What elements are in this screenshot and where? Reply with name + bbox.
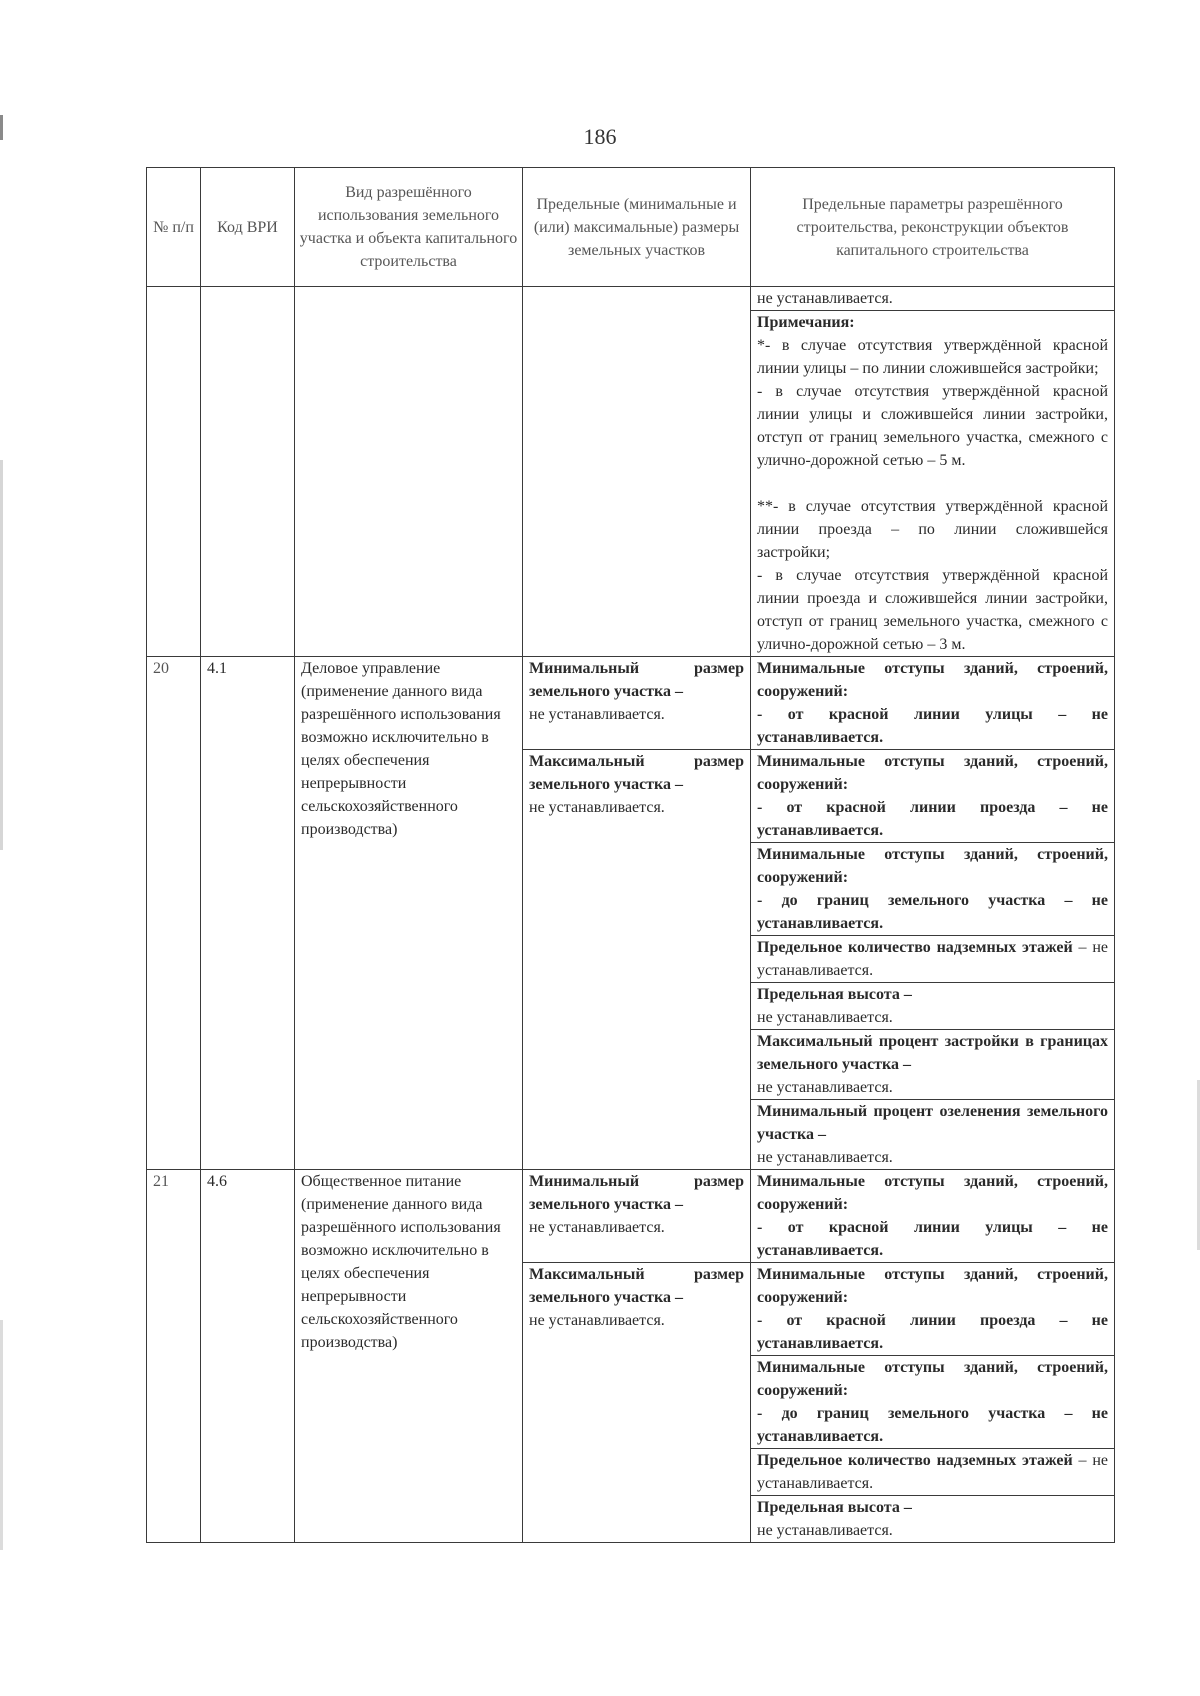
min-size-title: Минимальный размер земельного участка – — [529, 660, 744, 700]
max-plot-size — [523, 1263, 751, 1543]
param-title: Минимальные отступы зданий, строений, сооружений: — [757, 1173, 1108, 1213]
table-row — [147, 657, 1115, 750]
param-cell — [751, 983, 1115, 1030]
param-title: Предельная высота – — [757, 986, 912, 1003]
param-title: Минимальные отступы зданий, строений, сооружений: — [757, 753, 1108, 793]
param-body: - от красной линии улицы – не устанавливается. — [757, 706, 1108, 746]
min-plot-size — [523, 1170, 751, 1263]
cell-continuation-tail: не устанавливается. — [751, 287, 1115, 311]
scan-edge-mark — [0, 1320, 3, 1550]
param-cell — [751, 1030, 1115, 1100]
param-title: Минимальные отступы зданий, строений, сооружений: — [757, 846, 1108, 886]
use-description: (применение данного вида разрешённого использования возможно исключительно в целях обеспечения непрерывности сельскохозяйственного производства) — [301, 683, 501, 838]
row-use-type — [295, 657, 523, 1170]
param-title: Минимальные отступы зданий, строений, сооружений: — [757, 660, 1108, 700]
param-cell — [751, 1263, 1115, 1356]
note-item: - в случае отсутствия утверждённой красной линии улицы и сложившейся линии застройки, отступ от границ земельного участка, смежного с улично-дорожной сетью – 5 м. — [757, 383, 1108, 469]
param-body: - от красной линии проезда – не устанавливается. — [757, 799, 1108, 839]
table-row — [147, 1170, 1115, 1263]
max-size-value: не устанавливается. — [529, 1312, 665, 1329]
param-title: Предельное количество надземных этажей — [757, 939, 1073, 956]
row-code: 4.6 — [201, 1170, 295, 1543]
cell-empty — [147, 287, 201, 657]
param-title: Предельное количество надземных этажей — [757, 1452, 1073, 1469]
param-cell — [751, 1356, 1115, 1449]
param-body: не устанавливается. — [757, 1149, 893, 1166]
header-plot-size: Предельные (минимальные и (или) максимальные) размеры земельных участков — [523, 168, 751, 287]
note-item: *- в случае отсутствия утверждённой красной линии улицы – по линии сложившейся застройки; — [757, 337, 1108, 377]
min-size-value: не устанавливается. — [529, 706, 665, 723]
param-cell — [751, 936, 1115, 983]
land-use-regulations-table — [146, 167, 1115, 1543]
row-number: 20 — [147, 657, 201, 1170]
max-size-title: Максимальный размер земельного участка – — [529, 1266, 744, 1306]
notes-cell — [751, 311, 1115, 657]
param-cell — [751, 1449, 1115, 1496]
row-code: 4.1 — [201, 657, 295, 1170]
param-title: Максимальный процент застройки в границах земельного участка – — [757, 1033, 1108, 1073]
param-cell — [751, 657, 1115, 750]
cell-empty — [201, 287, 295, 657]
min-plot-size — [523, 657, 751, 750]
param-title: Минимальные отступы зданий, строений, сооружений: — [757, 1266, 1108, 1306]
notes-title: Примечания: — [757, 314, 855, 331]
row-use-type — [295, 1170, 523, 1543]
header-code: Код ВРИ — [201, 168, 295, 287]
max-size-value: не устанавливается. — [529, 799, 665, 816]
param-cell — [751, 1170, 1115, 1263]
param-title: Предельная высота – — [757, 1499, 912, 1516]
note-item: **- в случае отсутствия утверждённой красной линии проезда – по линии сложившейся застройки; — [757, 498, 1108, 561]
page-number: 186 — [583, 124, 617, 149]
use-description: (применение данного вида разрешённого использования возможно исключительно в целях обеспечения непрерывности сельскохозяйственного производства) — [301, 1196, 501, 1351]
note-item: - в случае отсутствия утверждённой красной линии проезда и сложившейся линии застройки, отступ от границ земельного участка, смежного с улично-дорожной сетью – 3 м. — [757, 567, 1108, 653]
param-body: не устанавливается. — [757, 1009, 893, 1026]
min-size-title: Минимальный размер земельного участка – — [529, 1173, 744, 1213]
max-plot-size — [523, 750, 751, 1170]
param-cell — [751, 1496, 1115, 1543]
param-body: – не устанавливается. — [757, 939, 1108, 979]
cell-empty — [295, 287, 523, 657]
param-body: - до границ земельного участка – не устанавливается. — [757, 1405, 1108, 1445]
table-header-row — [147, 168, 1115, 287]
param-cell — [751, 843, 1115, 936]
scan-edge-mark — [0, 460, 3, 850]
header-use-type: Вид разрешённого использования земельного участка и объекта капитального строительства — [295, 168, 523, 287]
spacer — [757, 472, 1108, 495]
max-size-title: Максимальный размер земельного участка – — [529, 753, 744, 793]
param-title: Минимальный процент озеленения земельного участка – — [757, 1103, 1108, 1143]
param-body: – не устанавливается. — [757, 1452, 1108, 1492]
header-num: № п/п — [147, 168, 201, 287]
row-number: 21 — [147, 1170, 201, 1543]
header-build-params: Предельные параметры разрешённого строительства, реконструкции объектов капитального строительства — [751, 168, 1115, 287]
param-body: не устанавливается. — [757, 1522, 893, 1539]
param-title: Минимальные отступы зданий, строений, сооружений: — [757, 1359, 1108, 1399]
param-cell — [751, 750, 1115, 843]
param-body: не устанавливается. — [757, 1079, 893, 1096]
param-body: - от красной линии проезда – не устанавливается. — [757, 1312, 1108, 1352]
param-body: - до границ земельного участка – не устанавливается. — [757, 892, 1108, 932]
table-row — [147, 287, 1115, 311]
param-cell — [751, 1100, 1115, 1170]
param-body: - от красной линии улицы – не устанавливается. — [757, 1219, 1108, 1259]
use-title: Деловое управление — [301, 660, 441, 677]
cell-empty — [523, 287, 751, 657]
use-title: Общественное питание — [301, 1173, 462, 1190]
min-size-value: не устанавливается. — [529, 1219, 665, 1236]
